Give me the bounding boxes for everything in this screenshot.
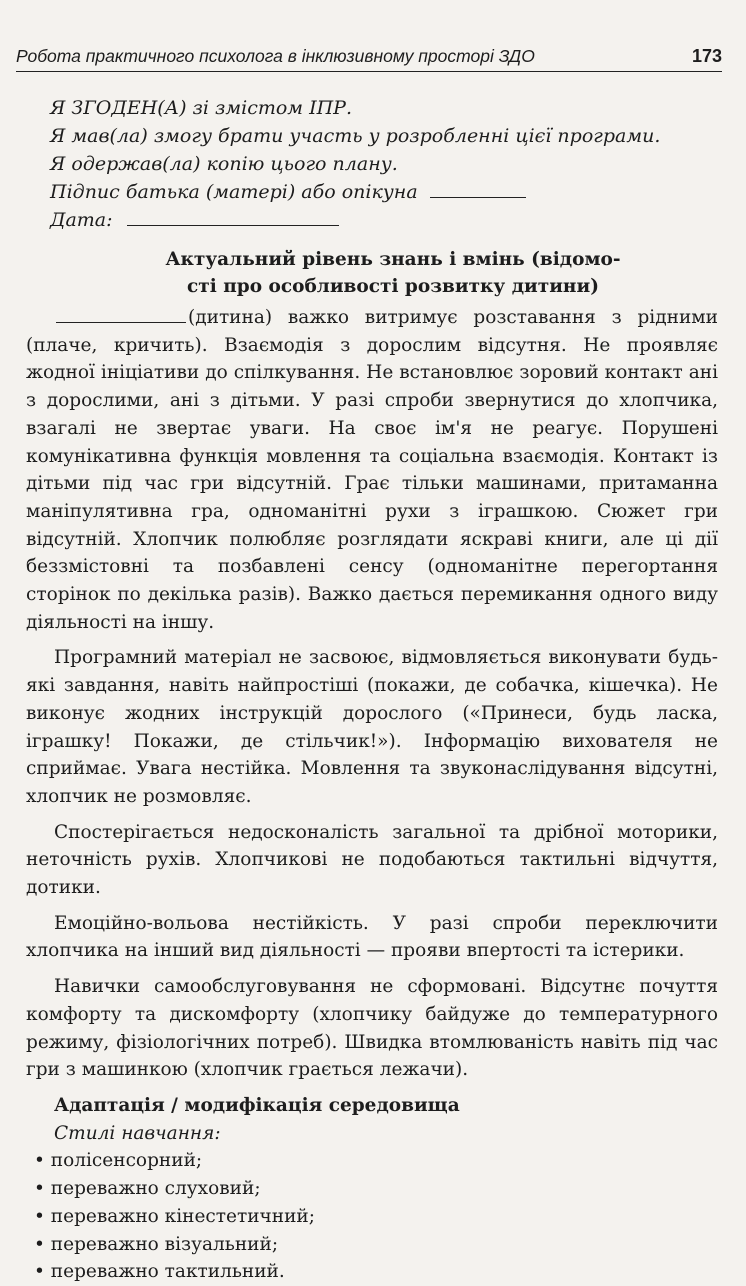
list-item: • переважно візуальний; xyxy=(34,1231,718,1259)
paragraph-2: Програмний матеріал не засвоює, відмовляється виконувати будь-які завдання, навіть найпростіші (покажи, де собачка, кішечка). Не виконує жодних інструкцій дорослого («Принеси, будь ласка, іграшку! Покажи, де стільчик!»). Інформацію вихователя не сприймає. Увага нестійка. Мовлення та звуконаслідування відсутні, хлопчик не розмовляє. xyxy=(26,647,718,807)
section-heading-line2: сті про особливості розвитку дитини) xyxy=(187,276,599,297)
running-title: Робота практичного психолога в інклюзивному просторі ЗДО xyxy=(16,46,535,66)
signature-label: Підпис батька (матері) або опікуна xyxy=(50,181,418,203)
section-heading-line1: Актуальний рівень знань і вмінь (відомо- xyxy=(165,249,621,270)
list-item: • переважно кінестетичний; xyxy=(34,1203,718,1231)
consent-copy: Я одержав(ла) копію цього плану. xyxy=(50,153,398,175)
paragraph-3: Спостерігається недосконалість загальної та дрібної моторики, неточність рухів. Хлопчикові не подобаються тактильні відчуття, дотики. xyxy=(26,821,718,899)
running-header xyxy=(16,46,722,72)
page-number: 173 xyxy=(691,46,722,66)
list-item: • полісенсорний; xyxy=(34,1147,718,1175)
subheading: Адаптація / модифікація середовища xyxy=(54,1094,460,1116)
child-name-blank xyxy=(56,304,186,323)
paragraph-5: Навички самообслуговування не сформовані. Відсутнє почуття комфорту та дискомфорту (хлопчику байдуже до температурного режиму, фізіологічних потреб). Швидка втомлюваність навіть під час гри з машинкою (хлопчик грається лежачи). xyxy=(26,976,718,1081)
date-label: Дата: xyxy=(50,209,113,231)
consent-date xyxy=(50,206,660,234)
consent-signature xyxy=(50,178,660,206)
section-heading xyxy=(80,246,706,300)
consent-block xyxy=(50,94,660,234)
signature-blank xyxy=(430,179,526,198)
consent-participation: Я мав(ла) змогу брати участь у розробленні цієї програми. xyxy=(50,125,661,147)
paragraph-1 xyxy=(26,304,718,636)
paragraph-1-text: (дитина) важко витримує розставання з рідними (плаче, кричить). Взаємодія з дорослим відсутня. Не проявляє жодної ініціативи до спілкування. Не встановлює зоровий контакт ані з дорослими, ані з дітьми. У разі спроби звернутися до хлопчика, взагалі не звертає уваги. На своє ім'я не реагує. Порушені комунікативна функція мовлення та соціальна взаємодія. Контакт із дітьми під час гри відсутній. Грає тільки машинами, притаманна маніпулятивна гра, одноманітні рухи з іграшкою. Сюжет гри відсутній. Хлопчик полюбляє розглядати яскраві книги, але ці дії беззмістовні та позбавлені сенсу (одноманітне перегортання сторінок по декілька разів). Важко дається перемикання одного виду діяльності на іншу. xyxy=(26,307,718,633)
date-blank xyxy=(127,207,339,226)
learning-styles-list xyxy=(26,1147,718,1286)
paragraph-4: Емоційно-вольова нестійкість. У разі спроби переключити хлопчика на інший вид діяльності — прояви впертості та істерики. xyxy=(26,912,718,962)
list-item: • переважно тактильний. xyxy=(34,1258,718,1286)
styles-label: Стилі навчання: xyxy=(54,1122,221,1144)
consent-agree: Я ЗГОДЕН(А) зі змістом ІПР. xyxy=(50,97,352,119)
body-text xyxy=(26,304,718,1286)
list-item: • переважно слуховий; xyxy=(34,1175,718,1203)
